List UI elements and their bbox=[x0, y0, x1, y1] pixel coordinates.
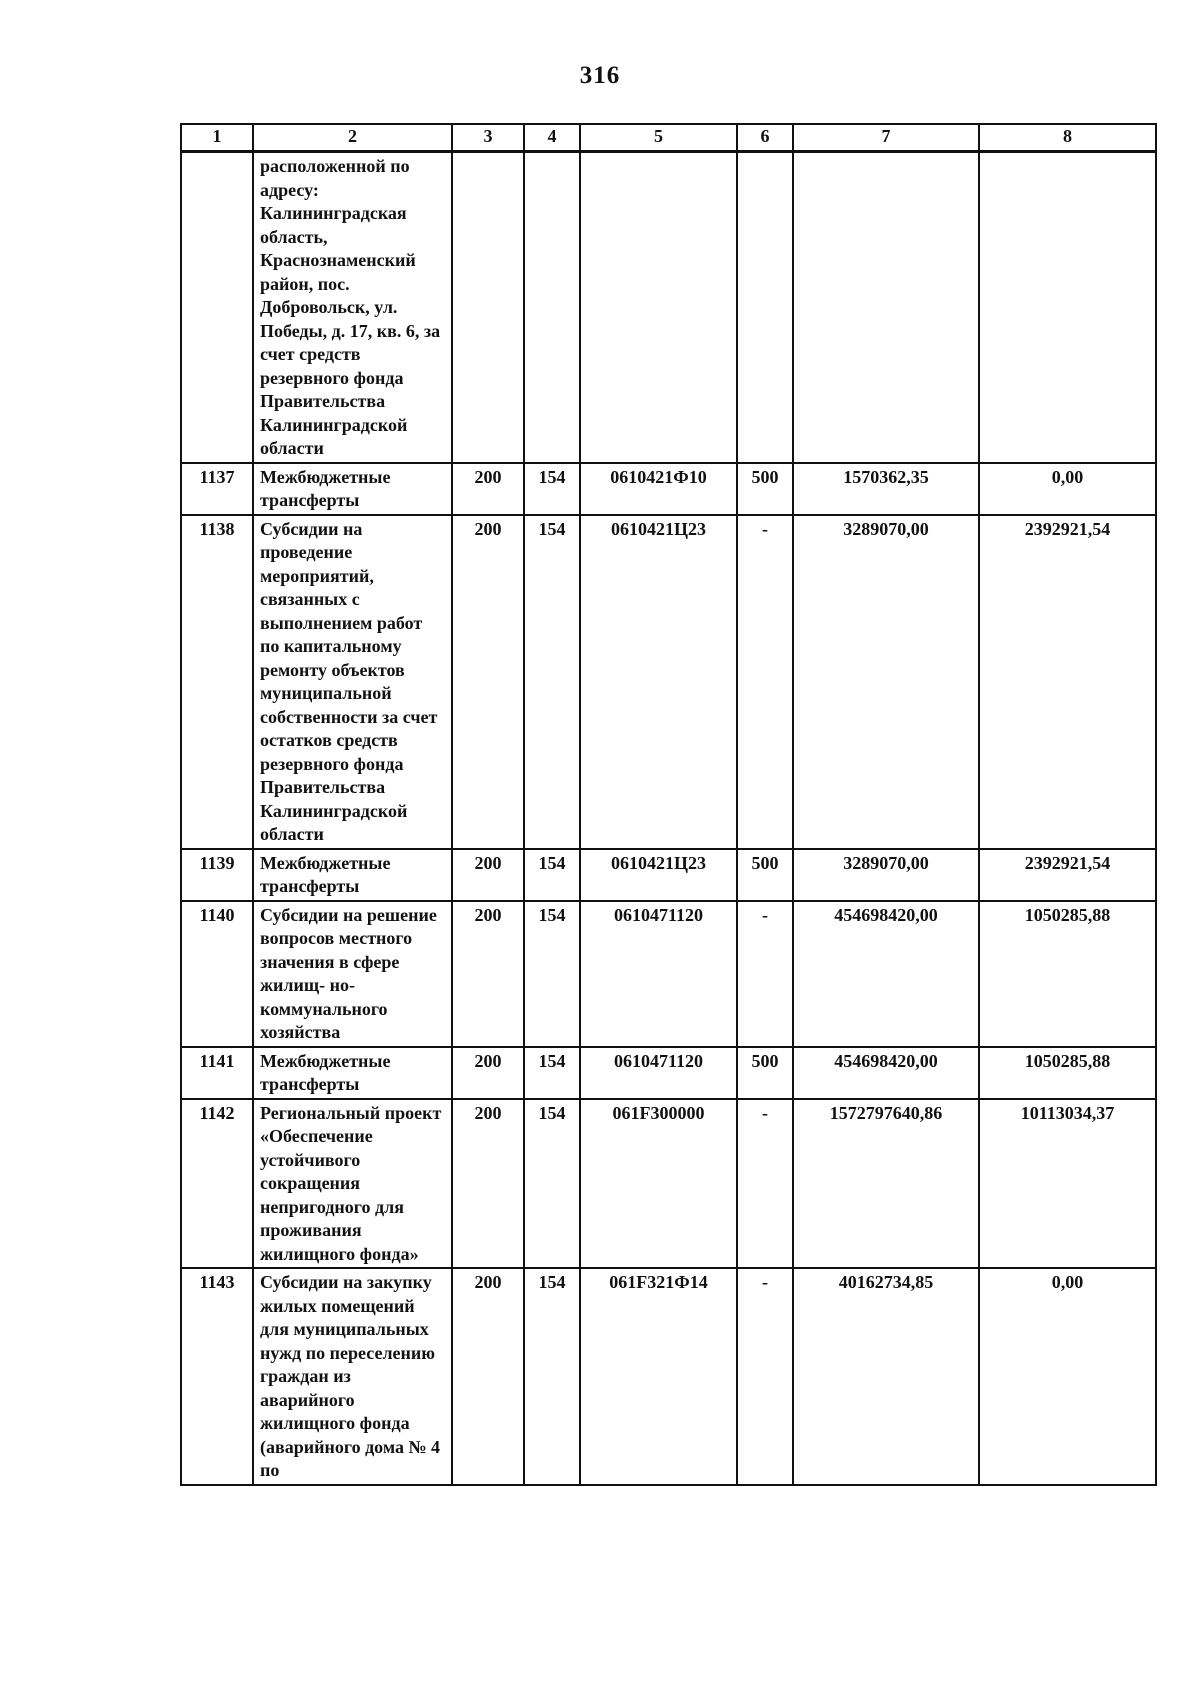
row-name: расположенной по адресу: Калининградская область, Краснознаменский район, пос. Добровольск, ул. Победы, д. 17, кв. 6, за счет средств резервного фонда Правительства Калининградской области bbox=[253, 152, 452, 463]
row-col7 bbox=[793, 152, 979, 463]
table-row bbox=[181, 1268, 1156, 1485]
row-col3: 200 bbox=[452, 1047, 524, 1099]
row-col3: 200 bbox=[452, 901, 524, 1047]
row-col4 bbox=[524, 152, 580, 463]
row-name: Субсидии на закупку жилых помещений для муниципальных нужд по переселению граждан из аварийного жилищного фонда (аварийного дома № 4 по bbox=[253, 1268, 452, 1485]
row-number: 1143 bbox=[181, 1268, 253, 1485]
table-row bbox=[181, 1047, 1156, 1099]
table-row bbox=[181, 1099, 1156, 1269]
table-row bbox=[181, 849, 1156, 901]
row-col7: 1572797640,86 bbox=[793, 1099, 979, 1269]
row-col4: 154 bbox=[524, 1047, 580, 1099]
column-header: 4 bbox=[524, 124, 580, 152]
row-name: Субсидии на проведение мероприятий, связанных с выполнением работ по капитальному ремонту объектов муниципальной собственности за счет остатков средств резервного фонда Правительства Калининградской области bbox=[253, 515, 452, 849]
page-number: 316 bbox=[579, 62, 621, 89]
row-col8 bbox=[979, 152, 1156, 463]
row-col3 bbox=[452, 152, 524, 463]
row-col6: - bbox=[737, 1268, 793, 1485]
row-number: 1138 bbox=[181, 515, 253, 849]
row-col3: 200 bbox=[452, 463, 524, 515]
header-row bbox=[181, 124, 1156, 152]
row-col3: 200 bbox=[452, 1268, 524, 1485]
column-header: 3 bbox=[452, 124, 524, 152]
row-col5: 0610471120 bbox=[580, 1047, 737, 1099]
row-number: 1141 bbox=[181, 1047, 253, 1099]
row-col8: 1050285,88 bbox=[979, 1047, 1156, 1099]
row-col4: 154 bbox=[524, 901, 580, 1047]
row-col4: 154 bbox=[524, 849, 580, 901]
row-col6: - bbox=[737, 901, 793, 1047]
row-col5: 061F321Ф14 bbox=[580, 1268, 737, 1485]
column-header: 5 bbox=[580, 124, 737, 152]
budget-table bbox=[180, 123, 1157, 1486]
row-col6 bbox=[737, 152, 793, 463]
row-number: 1142 bbox=[181, 1099, 253, 1269]
row-col6: 500 bbox=[737, 1047, 793, 1099]
row-col6: 500 bbox=[737, 849, 793, 901]
row-number: 1137 bbox=[181, 463, 253, 515]
row-col3: 200 bbox=[452, 849, 524, 901]
row-name: Региональный проект «Обеспечение устойчивого сокращения непригодного для проживания жилищного фонда» bbox=[253, 1099, 452, 1269]
row-col7: 454698420,00 bbox=[793, 901, 979, 1047]
row-col6: - bbox=[737, 1099, 793, 1269]
table-row bbox=[181, 463, 1156, 515]
row-col3: 200 bbox=[452, 1099, 524, 1269]
row-col5: 061F300000 bbox=[580, 1099, 737, 1269]
row-col4: 154 bbox=[524, 515, 580, 849]
row-col5: 0610421Ц23 bbox=[580, 515, 737, 849]
row-col7: 40162734,85 bbox=[793, 1268, 979, 1485]
row-col8: 1050285,88 bbox=[979, 901, 1156, 1047]
row-col6: - bbox=[737, 515, 793, 849]
row-col4: 154 bbox=[524, 1268, 580, 1485]
column-header: 2 bbox=[253, 124, 452, 152]
row-col4: 154 bbox=[524, 1099, 580, 1269]
column-header: 8 bbox=[979, 124, 1156, 152]
row-col5: 0610421Ф10 bbox=[580, 463, 737, 515]
row-col7: 3289070,00 bbox=[793, 515, 979, 849]
row-col5: 0610421Ц23 bbox=[580, 849, 737, 901]
row-number bbox=[181, 152, 253, 463]
row-col7: 454698420,00 bbox=[793, 1047, 979, 1099]
column-header: 6 bbox=[737, 124, 793, 152]
row-col8: 2392921,54 bbox=[979, 515, 1156, 849]
table-row bbox=[181, 515, 1156, 849]
column-header: 1 bbox=[181, 124, 253, 152]
row-col7: 1570362,35 bbox=[793, 463, 979, 515]
row-col5: 0610471120 bbox=[580, 901, 737, 1047]
row-name: Межбюджетные трансферты bbox=[253, 849, 452, 901]
row-col4: 154 bbox=[524, 463, 580, 515]
row-name: Субсидии на решение вопросов местного значения в сфере жилищ- но-коммунального хозяйства bbox=[253, 901, 452, 1047]
row-col8: 0,00 bbox=[979, 1268, 1156, 1485]
row-number: 1140 bbox=[181, 901, 253, 1047]
column-header: 7 bbox=[793, 124, 979, 152]
row-name: Межбюджетные трансферты bbox=[253, 1047, 452, 1099]
row-col5 bbox=[580, 152, 737, 463]
row-col6: 500 bbox=[737, 463, 793, 515]
table-row bbox=[181, 152, 1156, 463]
row-number: 1139 bbox=[181, 849, 253, 901]
row-col7: 3289070,00 bbox=[793, 849, 979, 901]
table-row bbox=[181, 901, 1156, 1047]
row-col3: 200 bbox=[452, 515, 524, 849]
row-col8: 10113034,37 bbox=[979, 1099, 1156, 1269]
row-col8: 2392921,54 bbox=[979, 849, 1156, 901]
row-name: Межбюджетные трансферты bbox=[253, 463, 452, 515]
row-col8: 0,00 bbox=[979, 463, 1156, 515]
